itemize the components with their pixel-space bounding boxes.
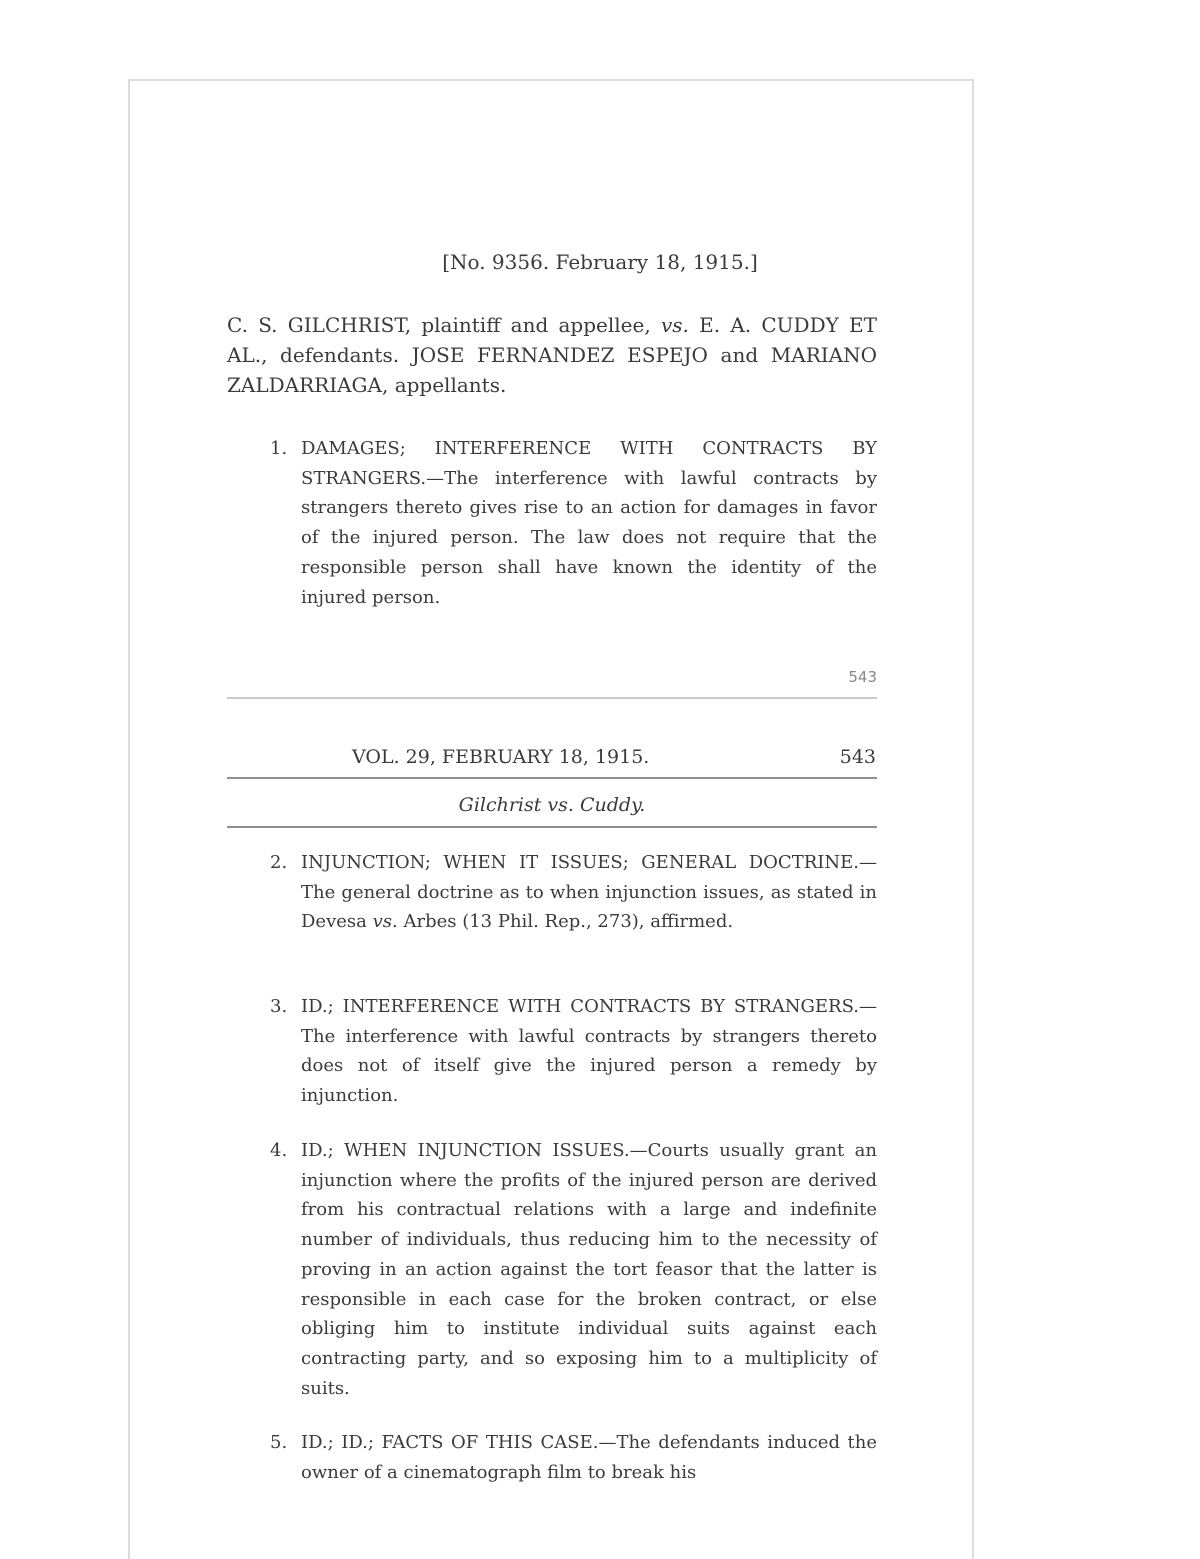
syllabus-item-5 [270,1428,877,1487]
syllabus-item-4 [270,1136,877,1403]
syllabus-text: ID.; WHEN INJUNCTION ISSUES.—Courts usually grant an injunction where the profits of the injured person are derived from his contractual relations with a large and indefinite number of individuals, thus reducing him to the necessity of proving in an action against the tort feasor that the latter is responsible in each case for the broken contract, or else obliging him to institute individual suits against each contracting party, and so exposing him to a multiplicity of suits. [301,1140,877,1399]
syllabus-versus: vs. [372,911,398,933]
syllabus-text-part: INJUNCTION; WHEN IT ISSUES; GENERAL DOCTRINE.—The general doctrine as to when injunction issues, as stated in Devesa [301,852,877,933]
syllabus-number: 1. [270,438,288,459]
syllabus-text-part: Arbes (13 Phil. Rep., 273), affirmed. [397,911,734,933]
caption-part-1: C. S. GILCHRIST, plaintiff and appellee, [227,313,661,337]
running-head-page: 543 [839,746,876,768]
page-break-divider [227,697,877,699]
syllabus-text: ID.; ID.; FACTS OF THIS CASE.—The defendants induced the owner of a cinematograph film to break his [301,1432,877,1483]
running-head-rule-bottom [227,826,877,828]
syllabus-text [301,848,877,937]
running-head-title: VOL. 29, FEBRUARY 18, 1915. [352,746,650,768]
page-number: 543 [848,668,877,686]
syllabus-item-2 [270,848,877,937]
case-number: [No. 9356. February 18, 1915.] [442,250,758,274]
syllabus-number: 3. [270,996,288,1017]
syllabus-text: ID.; INTERFERENCE WITH CONTRACTS BY STRANGERS.—The interference with lawful contracts by strangers thereto does not of itself give the injured person a remedy by injunction. [301,996,877,1107]
syllabus-text: DAMAGES; INTERFERENCE WITH CONTRACTS BY STRANGERS.—The interference with lawful contracts by strangers thereto gives rise to an action for damages in favor of the injured person. The law does not require that the responsible person shall have known the identity of the injured person. [301,438,877,608]
caption-part-2: E. A. CUDDY ET AL., defendants. JOSE FERNANDEZ ESPEJO and MARIANO ZALDARRIAGA, appellants. [227,313,877,397]
running-head-rule-top [227,777,877,779]
syllabus-number: 2. [270,852,288,873]
syllabus-number: 4. [270,1140,288,1161]
syllabus-item-3 [270,992,877,1111]
syllabus-number: 5. [270,1432,288,1453]
running-head-subtitle: Gilchrist vs. Cuddy. [458,794,646,816]
case-caption [227,310,877,400]
syllabus-item-1 [270,434,877,612]
caption-versus: vs. [660,313,689,337]
